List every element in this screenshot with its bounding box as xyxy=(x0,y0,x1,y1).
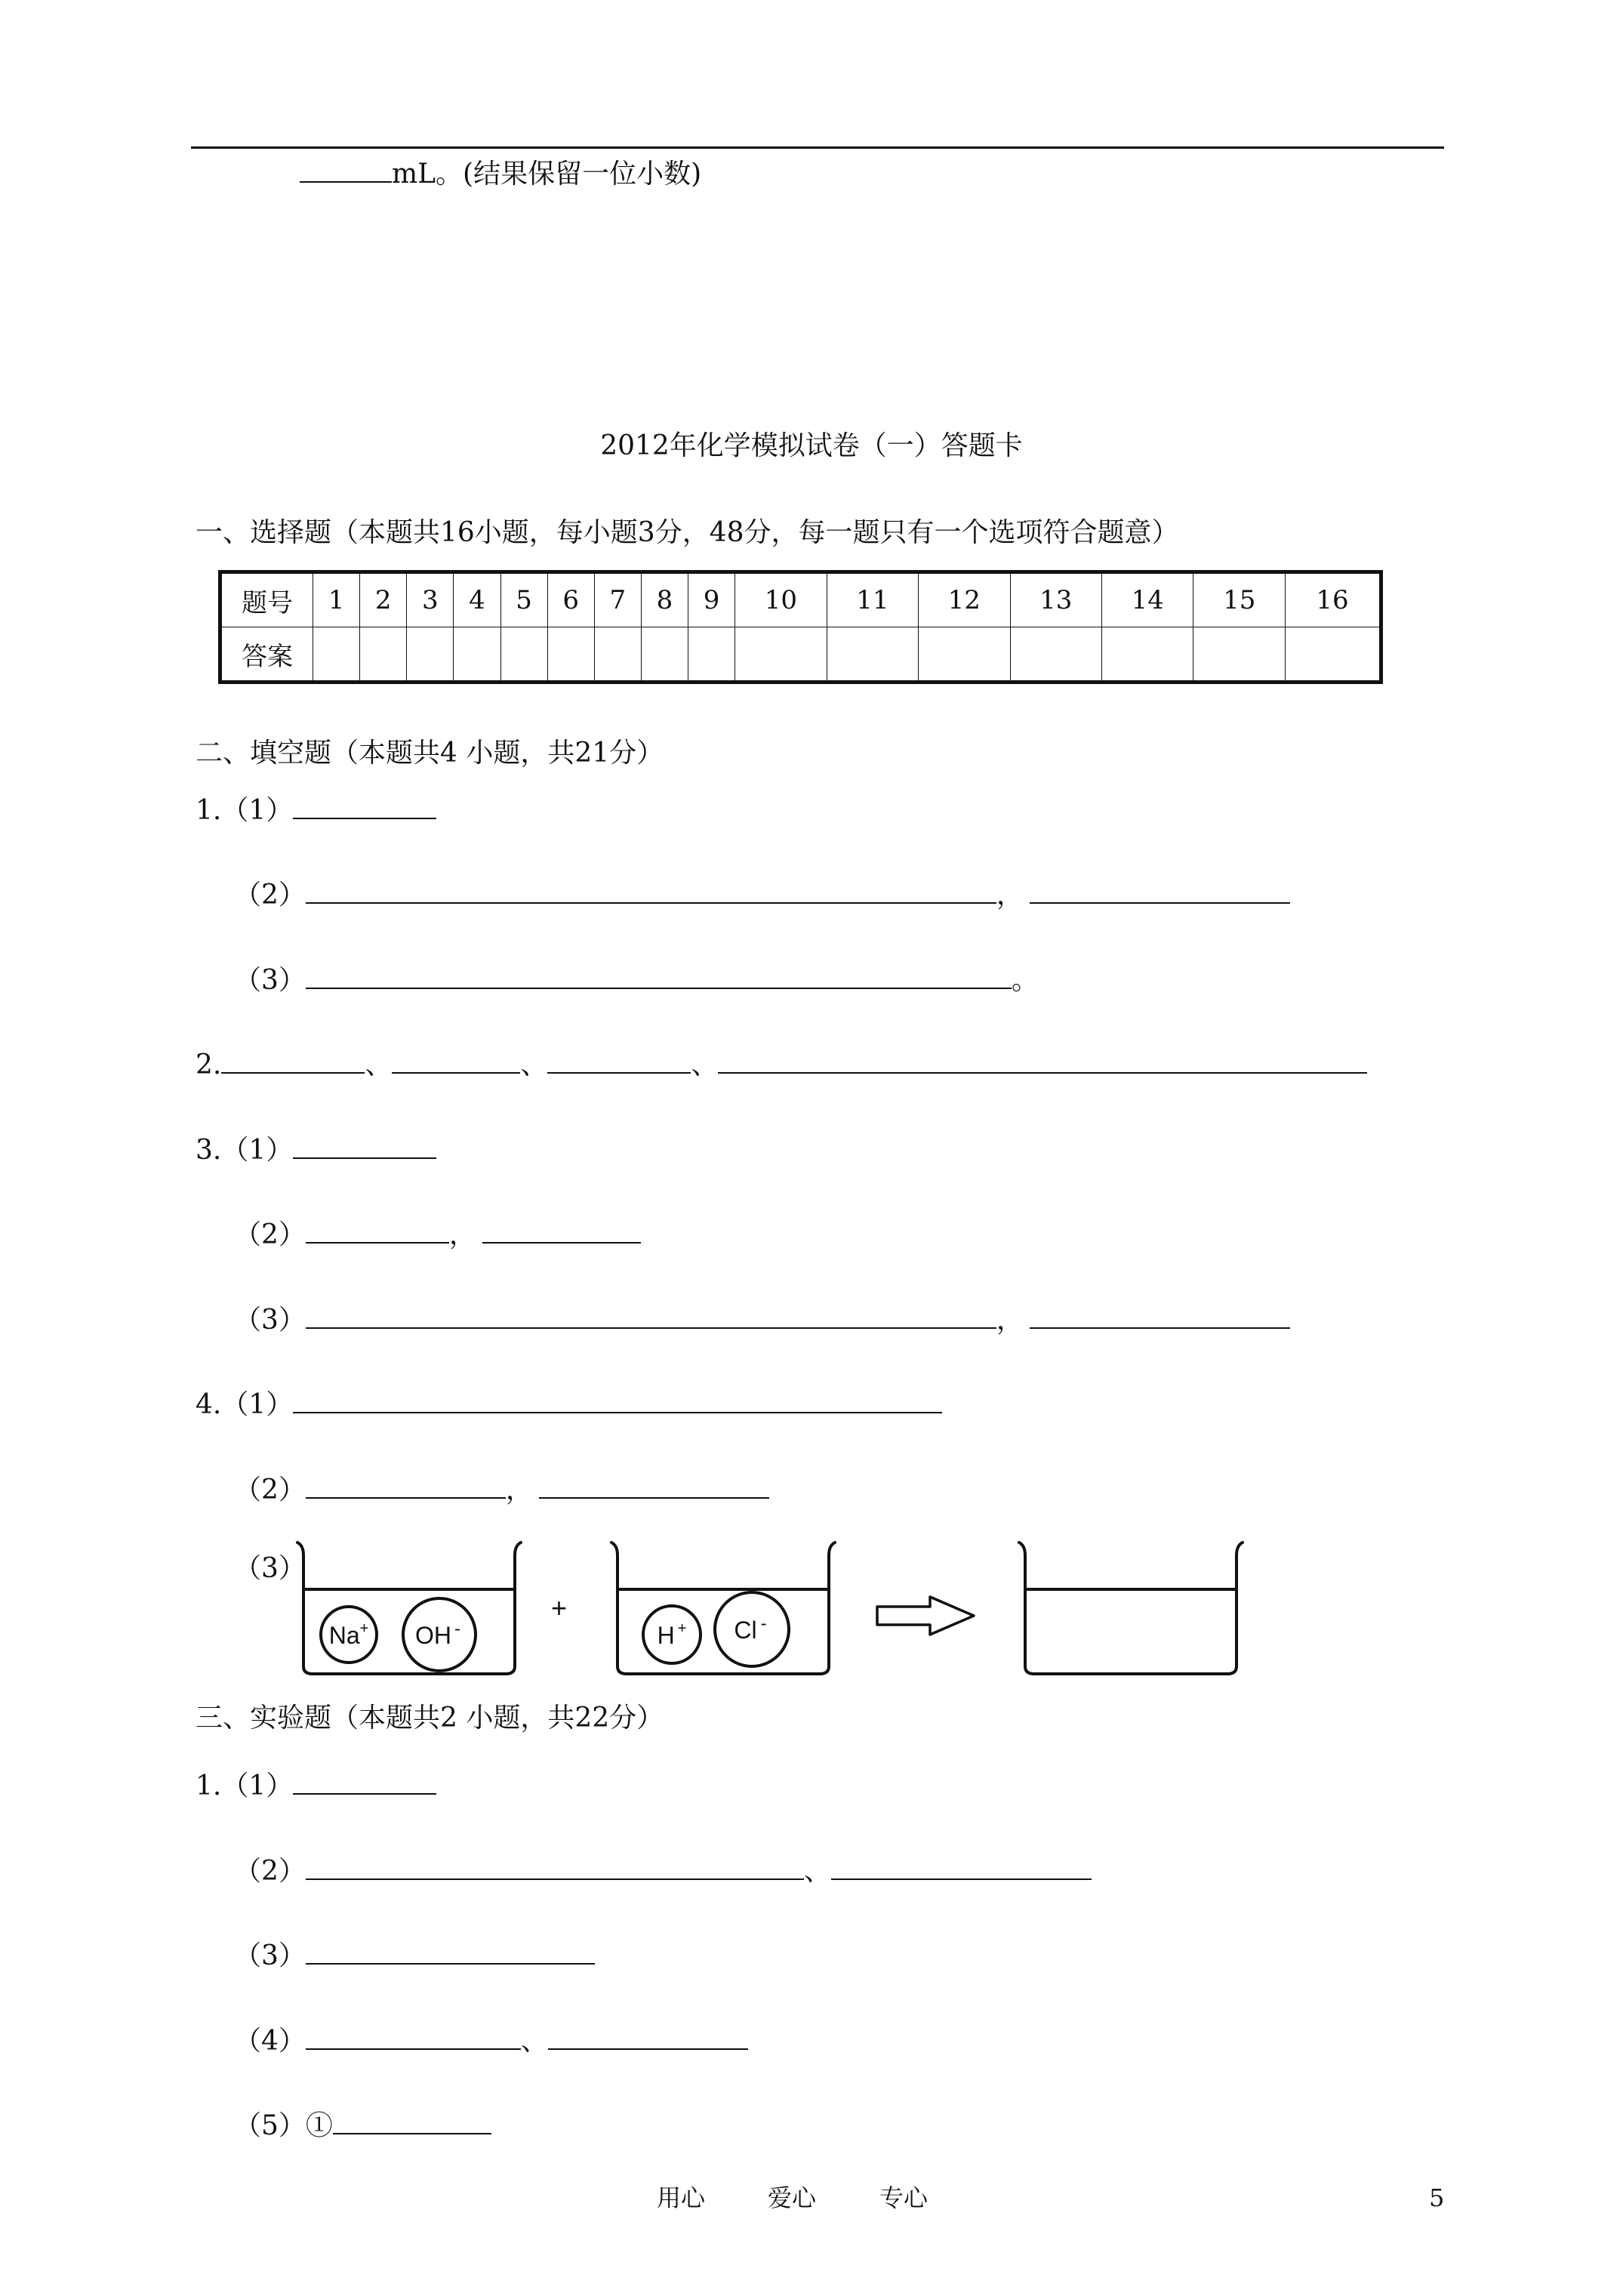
footer-word: 专心 xyxy=(879,2184,929,2212)
question-number: 16 xyxy=(1285,572,1381,627)
answer-cell[interactable] xyxy=(547,627,594,683)
question-number: 3 xyxy=(407,572,454,627)
question-label: 2. xyxy=(196,1049,222,1080)
answer-blank[interactable] xyxy=(293,795,436,819)
section1-heading: 一、选择题（本题共16小题，每小题3分，48分，每一题只有一个选项符合题意） xyxy=(196,517,1179,548)
ion-label-oh: OH - xyxy=(415,1619,460,1649)
answer-blank[interactable] xyxy=(306,2026,521,2050)
ion-label-h: H + xyxy=(657,1620,687,1649)
comma: ， xyxy=(448,1219,476,1250)
number-row xyxy=(220,572,1381,627)
part-label: 1.（1） xyxy=(196,795,294,826)
part-label: （3） xyxy=(234,1305,306,1336)
separator: 、 xyxy=(520,2026,548,2057)
s2-q1-part2 xyxy=(234,880,1290,909)
question-number: 14 xyxy=(1102,572,1193,627)
answer-blank[interactable] xyxy=(1030,1305,1290,1329)
row-label-number: 题号 xyxy=(220,572,313,627)
reaction-diagram xyxy=(287,1529,1291,1680)
answer-cell[interactable] xyxy=(919,627,1010,683)
s3-q1-part2 xyxy=(234,1856,1092,1885)
answer-blank[interactable] xyxy=(300,159,392,183)
part-label: 1.（1） xyxy=(196,1771,294,1801)
answer-row xyxy=(220,627,1381,683)
answer-blank[interactable] xyxy=(306,1475,506,1499)
question-number: 7 xyxy=(594,572,641,627)
part-label: （3） xyxy=(234,965,306,996)
answer-cell[interactable] xyxy=(1285,627,1381,683)
question-number: 8 xyxy=(641,572,688,627)
answer-blank[interactable] xyxy=(548,2026,748,2050)
separator: 、 xyxy=(520,1049,548,1080)
answer-cell[interactable] xyxy=(313,627,360,683)
header-rule xyxy=(191,146,1444,149)
answer-cell[interactable] xyxy=(688,627,735,683)
answer-blank[interactable] xyxy=(1030,880,1290,904)
s2-q2 xyxy=(196,1049,1367,1079)
answer-blank[interactable] xyxy=(718,1049,1367,1074)
answer-cell[interactable] xyxy=(1102,627,1193,683)
answer-table xyxy=(218,570,1383,684)
answer-cell[interactable] xyxy=(500,627,547,683)
part-label: （4） xyxy=(234,2026,306,2057)
footer-word: 爱心 xyxy=(768,2184,817,2212)
answer-blank[interactable] xyxy=(306,1219,449,1244)
comma: ， xyxy=(505,1475,533,1505)
section2-heading: 二、填空题（本题共4 小题，共21分） xyxy=(196,738,664,769)
comma: ， xyxy=(996,880,1024,911)
arrow-icon xyxy=(877,1597,974,1635)
part-label: （2） xyxy=(234,1219,306,1250)
answer-cell[interactable] xyxy=(407,627,454,683)
section3-heading: 三、实验题（本题共2 小题，共22分） xyxy=(196,1703,664,1734)
answer-blank[interactable] xyxy=(547,1049,691,1074)
s3-q1-part3 xyxy=(234,1940,595,1970)
answer-blank[interactable] xyxy=(293,1771,436,1795)
answer-cell[interactable] xyxy=(641,627,688,683)
separator: 、 xyxy=(691,1049,719,1080)
answer-cell[interactable] xyxy=(735,627,827,683)
s3-q1-part4 xyxy=(234,2026,748,2055)
s2-q3-part2 xyxy=(234,1219,641,1249)
question-number: 6 xyxy=(547,572,594,627)
question-number: 12 xyxy=(919,572,1010,627)
period: 。 xyxy=(1011,965,1039,996)
answer-cell[interactable] xyxy=(827,627,918,683)
part-label: （2） xyxy=(234,1475,306,1505)
answer-blank[interactable] xyxy=(293,1135,436,1159)
answer-blank[interactable] xyxy=(482,1219,641,1244)
page-number: 5 xyxy=(1429,2184,1445,2212)
beaker-outline xyxy=(1019,1542,1243,1674)
answer-blank[interactable] xyxy=(306,1856,804,1880)
s2-q3-part3 xyxy=(234,1305,1290,1334)
question-number: 11 xyxy=(827,572,918,627)
s2-q4-part2 xyxy=(234,1475,769,1504)
answer-blank[interactable] xyxy=(221,1049,365,1074)
s2-q4-part1 xyxy=(196,1389,942,1419)
top-fragment xyxy=(300,159,701,188)
ion-label-cl: Cl - xyxy=(734,1613,767,1644)
answer-blank[interactable] xyxy=(306,1940,595,1965)
answer-cell[interactable] xyxy=(1010,627,1101,683)
answer-blank[interactable] xyxy=(306,965,1012,989)
question-number: 2 xyxy=(360,572,407,627)
answer-blank[interactable] xyxy=(831,1856,1092,1880)
question-number: 1 xyxy=(313,572,360,627)
s3-q1-part1 xyxy=(196,1771,436,1800)
question-number: 5 xyxy=(500,572,547,627)
part-label: 3.（1） xyxy=(196,1135,294,1166)
answer-cell[interactable] xyxy=(360,627,407,683)
answer-cell[interactable] xyxy=(1193,627,1285,683)
s3-q1-part5 xyxy=(234,2110,491,2140)
answer-cell[interactable] xyxy=(594,627,641,683)
part-label: （5）① xyxy=(234,2110,333,2141)
answer-blank[interactable] xyxy=(306,880,996,904)
answer-cell[interactable] xyxy=(454,627,500,683)
answer-blank[interactable] xyxy=(392,1049,520,1074)
part-label: （2） xyxy=(234,880,306,911)
s2-q3-part1 xyxy=(196,1135,436,1164)
footer-word: 用心 xyxy=(657,2184,706,2212)
comma: ， xyxy=(996,1305,1024,1336)
answer-blank[interactable] xyxy=(306,1305,996,1329)
s2-q1-part3 xyxy=(234,965,1039,994)
s2-q1-part1 xyxy=(196,795,436,824)
question-number: 13 xyxy=(1010,572,1101,627)
question-number: 4 xyxy=(454,572,500,627)
answer-blank[interactable] xyxy=(539,1475,769,1499)
s2-q4-part3-label: （3） xyxy=(234,1553,306,1584)
part-label: （2） xyxy=(234,1856,306,1887)
separator: 、 xyxy=(365,1049,393,1080)
answer-blank[interactable] xyxy=(293,1389,942,1413)
ion-label-na: Na+ xyxy=(328,1620,369,1649)
row-label-answer: 答案 xyxy=(220,627,313,683)
part-label: （3） xyxy=(234,1940,306,1971)
answer-blank[interactable] xyxy=(333,2110,491,2134)
card-title: 2012年化学模拟试卷（一）答题卡 xyxy=(600,430,1023,461)
plus-sign: + xyxy=(551,1592,568,1623)
question-number: 10 xyxy=(735,572,827,627)
question-number: 15 xyxy=(1193,572,1285,627)
separator: 、 xyxy=(803,1856,831,1887)
unit-text: mL。(结果保留一位小数) xyxy=(392,159,702,190)
part-label: 4.（1） xyxy=(196,1389,294,1420)
question-number: 9 xyxy=(688,572,735,627)
